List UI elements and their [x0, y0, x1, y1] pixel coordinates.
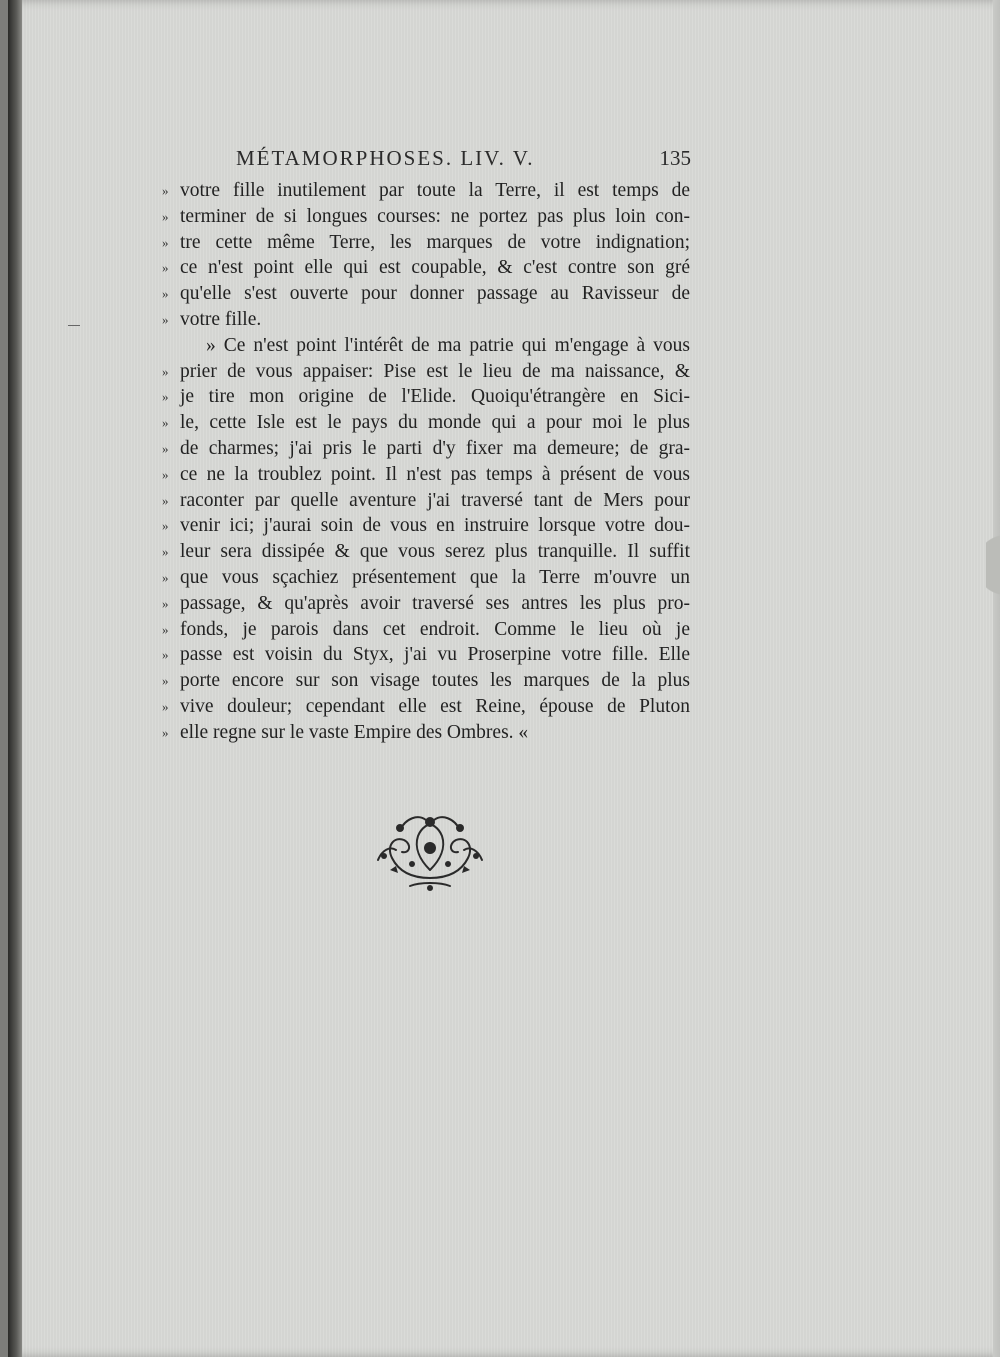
quote-mark: » — [162, 363, 169, 379]
margin-mark — [68, 325, 80, 326]
page-edge — [993, 0, 1000, 1357]
line-text: ce n'est point elle qui est coupable, & c'est contre son gré — [180, 257, 690, 279]
text-line — [162, 591, 692, 617]
line-text: tre cette même Terre, les marques de votre indignation; — [180, 231, 690, 253]
running-head — [236, 144, 691, 172]
text-line — [162, 694, 692, 720]
quote-mark: » — [162, 595, 169, 611]
text-line — [162, 410, 692, 436]
text-line — [162, 642, 692, 668]
quote-mark: » — [162, 260, 169, 276]
quote-mark: » — [162, 208, 169, 224]
line-text: que vous sçachiez présentement que la Terre m'ouvre un — [180, 566, 690, 588]
quote-mark: » — [162, 544, 169, 560]
text-line — [162, 230, 692, 256]
text-line — [162, 539, 692, 565]
quote-mark: » — [162, 466, 169, 482]
quote-mark: » — [162, 698, 169, 714]
text-line — [162, 384, 692, 410]
quote-mark: » — [162, 673, 169, 689]
text-line — [162, 720, 692, 746]
line-text: qu'elle s'est ouverte pour donner passage au Ravisseur de — [180, 283, 690, 305]
text-line — [162, 436, 692, 462]
running-head-title: MÉTAMORPHOSES. LIV. V. — [236, 146, 535, 170]
page-tab-notch — [986, 520, 1000, 610]
text-line — [162, 204, 692, 230]
quote-mark: » — [162, 621, 169, 637]
line-text: leur sera dissipée & que vous serez plus tranquille. Il suffit — [180, 541, 690, 563]
body-text — [162, 178, 692, 746]
line-text: votre fille. — [180, 308, 262, 330]
text-line — [162, 333, 692, 359]
text-line — [162, 281, 692, 307]
line-text: le, cette Isle est le pays du monde qui a pour moi le plus — [180, 412, 690, 434]
line-text: je tire mon origine de l'Elide. Quoiqu'étrangère en Sici- — [180, 386, 690, 408]
text-line — [162, 565, 692, 591]
page-number: 135 — [659, 146, 691, 170]
quote-mark: » — [162, 183, 169, 198]
line-text: elle regne sur le vaste Empire des Ombres. « — [180, 721, 529, 743]
text-line — [162, 178, 692, 204]
quote-mark: » — [162, 389, 169, 405]
line-text: de charmes; j'ai pris le parti d'y fixer ma demeure; de gra- — [180, 437, 690, 459]
quote-mark: » — [162, 415, 169, 431]
floral-vignette-ornament — [370, 800, 490, 892]
quote-mark: » — [162, 286, 169, 302]
line-text: terminer de si longues courses: ne portez pas plus loin con- — [180, 205, 690, 227]
text-line — [162, 668, 692, 694]
line-text: vive douleur; cependant elle est Reine, épouse de Pluton — [180, 695, 690, 717]
book-gutter — [8, 0, 22, 1357]
quote-mark: » — [162, 569, 169, 585]
quote-mark: » — [162, 440, 169, 456]
quote-mark: » — [162, 492, 169, 508]
line-text: fonds, je parois dans cet endroit. Comme le lieu où je — [180, 618, 690, 640]
quote-mark: » — [162, 311, 169, 327]
line-text: raconter par quelle aventure j'ai traversé tant de Mers pour — [180, 489, 690, 511]
text-line — [162, 255, 692, 281]
quote-mark: » — [162, 234, 169, 250]
line-text: » Ce n'est point l'intérêt de ma patrie qui m'engage à vous — [206, 334, 690, 356]
quote-mark: » — [162, 647, 169, 663]
line-text: passe est voisin du Styx, j'ai vu Proserpine votre fille. Elle — [180, 644, 690, 666]
quote-mark: » — [162, 518, 169, 534]
text-line — [162, 617, 692, 643]
quote-mark: » — [162, 724, 169, 740]
text-line — [162, 307, 692, 333]
text-line — [162, 488, 692, 514]
line-text: porte encore sur son visage toutes les marques de la plus — [180, 670, 690, 692]
text-line — [162, 359, 692, 385]
line-text: prier de vous appaiser: Pise est le lieu de ma naissance, & — [180, 360, 690, 382]
line-text: votre fille inutilement par toute la Terre, il est temps de — [180, 180, 690, 201]
line-text: passage, & qu'après avoir traversé ses antres les plus pro- — [180, 592, 690, 614]
line-text: venir ici; j'aurai soin de vous en instruire lorsque votre dou- — [180, 515, 690, 537]
line-text: ce ne la troublez point. Il n'est pas temps à présent de vous — [180, 463, 690, 485]
book-page — [8, 0, 1000, 1357]
text-line — [162, 462, 692, 488]
text-line — [162, 513, 692, 539]
